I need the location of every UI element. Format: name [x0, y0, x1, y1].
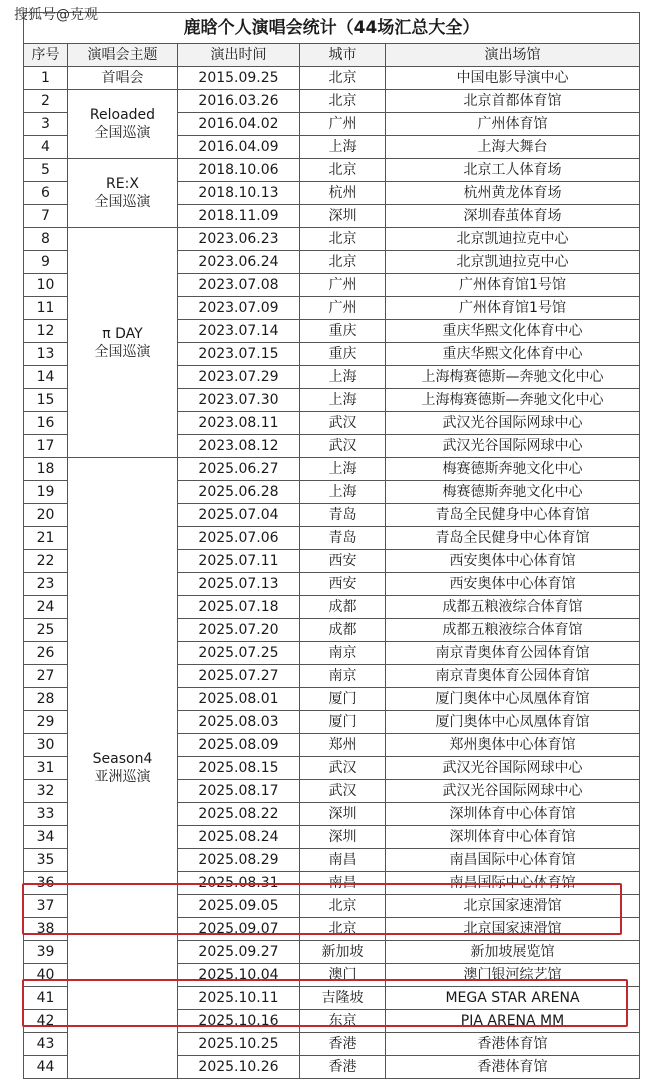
- show-date: 2025.08.03: [178, 711, 300, 734]
- show-city: 青岛: [300, 527, 386, 550]
- header-city: 城市: [300, 44, 386, 67]
- show-venue: 重庆华熙文化体育中心: [386, 320, 640, 343]
- theme-line: 全国巡演: [94, 194, 151, 210]
- row-number: 36: [24, 872, 68, 895]
- show-venue: 成都五粮液综合体育馆: [386, 619, 640, 642]
- show-venue: 武汉光谷国际网球中心: [386, 412, 640, 435]
- show-city: 南昌: [300, 872, 386, 895]
- row-number: 13: [24, 343, 68, 366]
- row-number: 34: [24, 826, 68, 849]
- header-row: [24, 44, 640, 67]
- show-date: 2025.07.11: [178, 550, 300, 573]
- table-row: [24, 458, 640, 481]
- row-number: 29: [24, 711, 68, 734]
- show-city: 南京: [300, 642, 386, 665]
- theme-line: 全国巡演: [94, 343, 151, 360]
- show-city: 武汉: [300, 412, 386, 435]
- row-number: 26: [24, 642, 68, 665]
- show-date: 2025.09.05: [178, 895, 300, 918]
- row-number: 10: [24, 274, 68, 297]
- show-city: 重庆: [300, 320, 386, 343]
- show-city: 香港: [300, 1056, 386, 1079]
- show-date: 2023.07.29: [178, 366, 300, 389]
- show-venue: 梅赛德斯奔驰文化中心: [386, 458, 640, 481]
- show-venue: 西安奥体中心体育馆: [386, 550, 640, 573]
- row-number: 4: [24, 136, 68, 159]
- show-date: 2025.07.20: [178, 619, 300, 642]
- show-city: 青岛: [300, 504, 386, 527]
- row-number: 37: [24, 895, 68, 918]
- concert-table: [23, 12, 640, 1079]
- show-city: 南昌: [300, 849, 386, 872]
- table-row: [24, 90, 640, 113]
- show-city: 深圳: [300, 205, 386, 228]
- show-city: 武汉: [300, 757, 386, 780]
- table-row: [24, 67, 640, 90]
- row-number: 39: [24, 941, 68, 964]
- show-city: 广州: [300, 297, 386, 320]
- theme-line: Reloaded: [89, 107, 156, 123]
- show-venue: 广州体育馆: [386, 113, 640, 136]
- show-venue: 厦门奥体中心凤凰体育馆: [386, 688, 640, 711]
- row-number: 14: [24, 366, 68, 389]
- title-row: [24, 13, 640, 44]
- show-venue: 南京青奥体育公园体育馆: [386, 642, 640, 665]
- concert-theme: [68, 159, 178, 228]
- show-venue: 北京国家速滑馆: [386, 918, 640, 941]
- show-venue: 中国电影导演中心: [386, 67, 640, 90]
- show-venue: 西安奥体中心体育馆: [386, 573, 640, 596]
- show-date: 2025.08.29: [178, 849, 300, 872]
- show-date: 2023.07.14: [178, 320, 300, 343]
- row-number: 5: [24, 159, 68, 182]
- show-date: 2025.07.04: [178, 504, 300, 527]
- row-number: 12: [24, 320, 68, 343]
- table-title: 鹿晗个人演唱会统计（44场汇总大全）: [24, 13, 640, 44]
- show-date: 2025.07.27: [178, 665, 300, 688]
- show-city: 西安: [300, 550, 386, 573]
- header-venue: 演出场馆: [386, 44, 640, 67]
- show-city: 上海: [300, 366, 386, 389]
- concert-theme: [68, 90, 178, 159]
- show-venue: 北京凯迪拉克中心: [386, 251, 640, 274]
- show-venue: 杭州黄龙体育场: [386, 182, 640, 205]
- row-number: 24: [24, 596, 68, 619]
- theme-line: 亚洲巡演: [94, 769, 151, 785]
- row-number: 8: [24, 228, 68, 251]
- show-city: 东京: [300, 1010, 386, 1033]
- show-venue: 北京国家速滑馆: [386, 895, 640, 918]
- show-venue: 厦门奥体中心凤凰体育馆: [386, 711, 640, 734]
- show-date: 2023.08.11: [178, 412, 300, 435]
- row-number: 41: [24, 987, 68, 1010]
- show-city: 厦门: [300, 688, 386, 711]
- show-venue: 南昌国际中心体育馆: [386, 849, 640, 872]
- show-venue: 北京首都体育馆: [386, 90, 640, 113]
- show-venue: 上海大舞台: [386, 136, 640, 159]
- show-city: 香港: [300, 1033, 386, 1056]
- row-number: 18: [24, 458, 68, 481]
- show-date: 2025.10.26: [178, 1056, 300, 1079]
- row-number: 32: [24, 780, 68, 803]
- show-venue: 武汉光谷国际网球中心: [386, 757, 640, 780]
- show-date: 2025.10.11: [178, 987, 300, 1010]
- show-venue: 深圳体育中心体育馆: [386, 803, 640, 826]
- row-number: 16: [24, 412, 68, 435]
- row-number: 7: [24, 205, 68, 228]
- show-date: 2025.08.15: [178, 757, 300, 780]
- row-number: 30: [24, 734, 68, 757]
- show-date: 2023.07.09: [178, 297, 300, 320]
- theme-line: π DAY: [102, 325, 143, 342]
- show-date: 2023.07.30: [178, 389, 300, 412]
- show-venue: 北京凯迪拉克中心: [386, 228, 640, 251]
- row-number: 6: [24, 182, 68, 205]
- show-city: 深圳: [300, 803, 386, 826]
- show-date: 2025.07.06: [178, 527, 300, 550]
- show-city: 南京: [300, 665, 386, 688]
- row-number: 22: [24, 550, 68, 573]
- show-city: 澳门: [300, 964, 386, 987]
- show-city: 武汉: [300, 780, 386, 803]
- show-date: 2025.08.31: [178, 872, 300, 895]
- row-number: 28: [24, 688, 68, 711]
- show-date: 2023.06.24: [178, 251, 300, 274]
- show-city: 武汉: [300, 435, 386, 458]
- row-number: 35: [24, 849, 68, 872]
- show-city: 厦门: [300, 711, 386, 734]
- show-city: 广州: [300, 274, 386, 297]
- show-city: 上海: [300, 458, 386, 481]
- row-number: 43: [24, 1033, 68, 1056]
- show-date: 2018.10.06: [178, 159, 300, 182]
- show-city: 郑州: [300, 734, 386, 757]
- row-number: 20: [24, 504, 68, 527]
- row-number: 3: [24, 113, 68, 136]
- show-city: 杭州: [300, 182, 386, 205]
- row-number: 33: [24, 803, 68, 826]
- row-number: 38: [24, 918, 68, 941]
- show-venue: 广州体育馆1号馆: [386, 297, 640, 320]
- show-venue: 武汉光谷国际网球中心: [386, 435, 640, 458]
- row-number: 42: [24, 1010, 68, 1033]
- show-city: 成都: [300, 619, 386, 642]
- row-number: 31: [24, 757, 68, 780]
- show-date: 2025.10.16: [178, 1010, 300, 1033]
- row-number: 19: [24, 481, 68, 504]
- show-city: 北京: [300, 67, 386, 90]
- show-venue: 深圳春茧体育场: [386, 205, 640, 228]
- row-number: 40: [24, 964, 68, 987]
- concert-theme: [68, 458, 178, 1079]
- show-date: 2015.09.25: [178, 67, 300, 90]
- show-date: 2025.08.22: [178, 803, 300, 826]
- show-venue: 武汉光谷国际网球中心: [386, 780, 640, 803]
- show-date: 2023.06.23: [178, 228, 300, 251]
- show-city: 北京: [300, 90, 386, 113]
- row-number: 44: [24, 1056, 68, 1079]
- show-date: 2025.06.28: [178, 481, 300, 504]
- show-venue: 重庆华熙文化体育中心: [386, 343, 640, 366]
- show-venue: 青岛全民健身中心体育馆: [386, 527, 640, 550]
- show-city: 新加坡: [300, 941, 386, 964]
- watermark: 搜狐号@克观: [14, 7, 98, 23]
- show-venue: 广州体育馆1号馆: [386, 274, 640, 297]
- show-city: 北京: [300, 918, 386, 941]
- show-venue: 澳门银河综艺馆: [386, 964, 640, 987]
- show-venue: 香港体育馆: [386, 1056, 640, 1079]
- table-row: [24, 228, 640, 251]
- show-city: 北京: [300, 251, 386, 274]
- theme-line: Season4: [92, 751, 153, 767]
- show-date: 2016.04.02: [178, 113, 300, 136]
- table-body: [24, 67, 640, 1079]
- show-venue: 上海梅赛德斯—奔驰文化中心: [386, 389, 640, 412]
- show-venue: 新加坡展览馆: [386, 941, 640, 964]
- show-city: 上海: [300, 136, 386, 159]
- show-date: 2025.06.27: [178, 458, 300, 481]
- row-number: 25: [24, 619, 68, 642]
- header-no: 序号: [24, 44, 68, 67]
- show-date: 2025.08.24: [178, 826, 300, 849]
- row-number: 15: [24, 389, 68, 412]
- show-venue: 深圳体育中心体育馆: [386, 826, 640, 849]
- show-venue: 南京青奥体育公园体育馆: [386, 665, 640, 688]
- show-city: 上海: [300, 481, 386, 504]
- show-city: 西安: [300, 573, 386, 596]
- show-venue: MEGA STAR ARENA: [386, 987, 640, 1010]
- show-city: 广州: [300, 113, 386, 136]
- show-venue: 梅赛德斯奔驰文化中心: [386, 481, 640, 504]
- row-number: 27: [24, 665, 68, 688]
- show-city: 北京: [300, 228, 386, 251]
- row-number: 9: [24, 251, 68, 274]
- show-venue: 上海梅赛德斯—奔驰文化中心: [386, 366, 640, 389]
- show-date: 2025.09.27: [178, 941, 300, 964]
- show-date: 2023.07.08: [178, 274, 300, 297]
- show-venue: 北京工人体育场: [386, 159, 640, 182]
- show-date: 2025.08.17: [178, 780, 300, 803]
- row-number: 23: [24, 573, 68, 596]
- row-number: 11: [24, 297, 68, 320]
- show-date: 2016.03.26: [178, 90, 300, 113]
- show-date: 2023.08.12: [178, 435, 300, 458]
- theme-line: 首唱会: [101, 70, 144, 86]
- row-number: 17: [24, 435, 68, 458]
- row-number: 1: [24, 67, 68, 90]
- show-city: 深圳: [300, 826, 386, 849]
- row-number: 21: [24, 527, 68, 550]
- show-venue: 成都五粮液综合体育馆: [386, 596, 640, 619]
- show-city: 北京: [300, 159, 386, 182]
- show-date: 2025.07.25: [178, 642, 300, 665]
- theme-line: RE:X: [106, 176, 139, 192]
- show-venue: 郑州奥体中心体育馆: [386, 734, 640, 757]
- show-date: 2016.04.09: [178, 136, 300, 159]
- show-venue: 香港体育馆: [386, 1033, 640, 1056]
- show-date: 2018.10.13: [178, 182, 300, 205]
- concert-theme: [68, 228, 178, 458]
- show-date: 2018.11.09: [178, 205, 300, 228]
- show-date: 2025.07.18: [178, 596, 300, 619]
- theme-line: 全国巡演: [94, 125, 151, 141]
- header-theme: 演唱会主题: [68, 44, 178, 67]
- show-date: 2025.07.13: [178, 573, 300, 596]
- show-date: 2025.10.04: [178, 964, 300, 987]
- show-city: 重庆: [300, 343, 386, 366]
- show-city: 吉隆坡: [300, 987, 386, 1010]
- show-venue: 南昌国际中心体育馆: [386, 872, 640, 895]
- table-row: [24, 159, 640, 182]
- show-venue: PIA ARENA MM: [386, 1010, 640, 1033]
- show-date: 2025.08.01: [178, 688, 300, 711]
- show-date: 2025.08.09: [178, 734, 300, 757]
- row-number: 2: [24, 90, 68, 113]
- show-city: 北京: [300, 895, 386, 918]
- concert-theme: [68, 67, 178, 90]
- show-venue: 青岛全民健身中心体育馆: [386, 504, 640, 527]
- show-city: 成都: [300, 596, 386, 619]
- show-date: 2025.09.07: [178, 918, 300, 941]
- header-date: 演出时间: [178, 44, 300, 67]
- show-city: 上海: [300, 389, 386, 412]
- show-date: 2023.07.15: [178, 343, 300, 366]
- show-date: 2025.10.25: [178, 1033, 300, 1056]
